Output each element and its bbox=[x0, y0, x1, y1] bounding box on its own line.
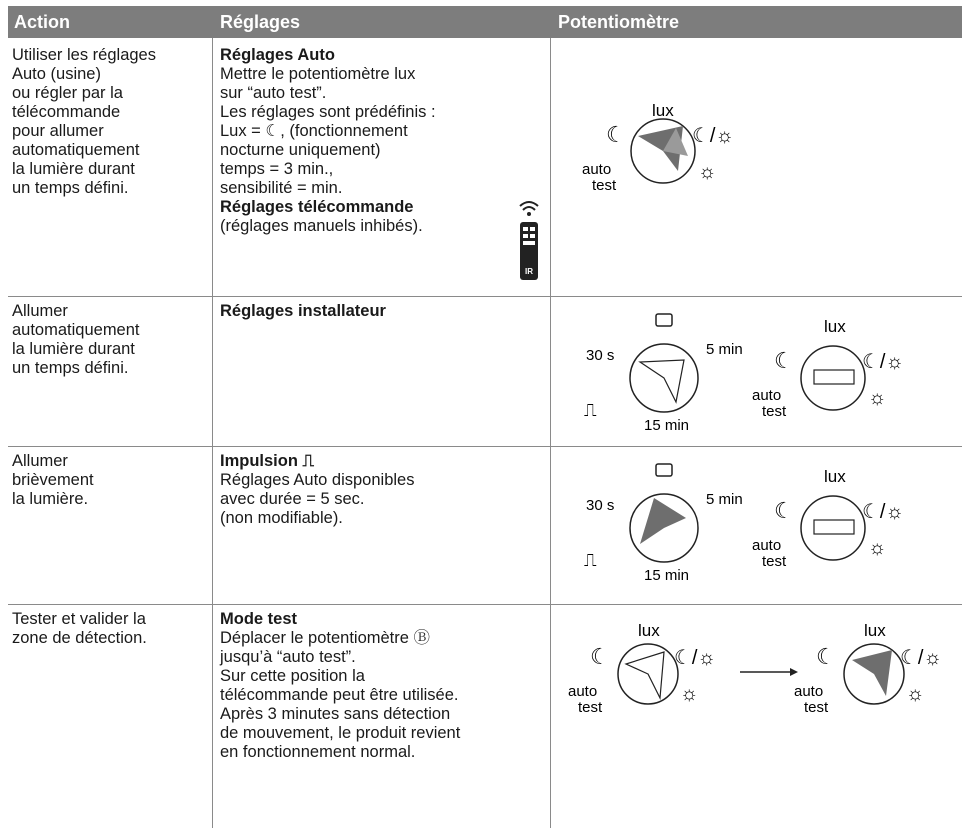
svg-text:IR: IR bbox=[525, 267, 533, 276]
svg-text:30 s: 30 s bbox=[586, 497, 615, 514]
header-reglages: Réglages bbox=[220, 12, 301, 32]
header-potentiometre: Potentiomètre bbox=[558, 12, 680, 32]
svg-text:auto: auto bbox=[794, 683, 824, 700]
row1-action: Utiliser les réglages Auto (usine) ou régler par la télécommande pour allumer automatiquement la lumière durant un temps défini. bbox=[12, 46, 156, 197]
svg-text:☾: ☾ bbox=[774, 348, 794, 373]
svg-text:test: test bbox=[578, 699, 603, 716]
svg-text:☾/☼: ☾/☼ bbox=[692, 125, 734, 147]
svg-text:5 min: 5 min bbox=[706, 341, 743, 358]
svg-text:☾/☼: ☾/☼ bbox=[862, 501, 904, 523]
svg-text:lux: lux bbox=[824, 467, 846, 486]
impulse-dials bbox=[558, 462, 958, 592]
svg-text:☾: ☾ bbox=[774, 498, 794, 523]
row3-action: Allumer brièvement la lumière. bbox=[12, 452, 94, 508]
svg-text:30 s: 30 s bbox=[586, 347, 615, 364]
svg-text:☾: ☾ bbox=[590, 644, 610, 669]
svg-text:☾/☼: ☾/☼ bbox=[900, 647, 942, 669]
lux-dial bbox=[568, 96, 758, 196]
divider bbox=[8, 296, 962, 297]
row2-reglages: Réglages installateur bbox=[220, 302, 386, 320]
svg-text:☾: ☾ bbox=[816, 644, 836, 669]
header-action: Action bbox=[14, 12, 70, 32]
svg-text:auto: auto bbox=[752, 537, 782, 554]
svg-text:auto: auto bbox=[752, 387, 782, 404]
divider bbox=[8, 446, 962, 447]
svg-text:test: test bbox=[804, 699, 829, 716]
time-and-lux-dials bbox=[558, 312, 958, 442]
svg-text:test: test bbox=[762, 403, 787, 420]
svg-text:test: test bbox=[592, 177, 617, 194]
svg-text:☼: ☼ bbox=[698, 161, 717, 183]
row2-action: Allumer automatiquement la lumière durant un temps défini. bbox=[12, 302, 140, 377]
svg-text:lux: lux bbox=[824, 317, 846, 336]
svg-text:auto: auto bbox=[582, 161, 612, 178]
svg-text:15 min: 15 min bbox=[644, 567, 690, 584]
svg-text:⎍: ⎍ bbox=[584, 550, 597, 570]
test-mode-dials bbox=[564, 616, 962, 726]
svg-text:lux: lux bbox=[864, 621, 886, 640]
divider bbox=[8, 604, 962, 605]
svg-text:☼: ☼ bbox=[868, 387, 887, 409]
svg-text:⎍: ⎍ bbox=[584, 400, 597, 420]
svg-text:lux: lux bbox=[638, 621, 660, 640]
ir-remote-icon bbox=[516, 196, 542, 286]
svg-text:☾/☼: ☾/☼ bbox=[674, 647, 716, 669]
svg-text:☼: ☼ bbox=[906, 683, 925, 705]
row1-reglages: Réglages Auto Mettre le potentiomètre lux sur “auto test”. Les réglages sont prédéfinis : Lux = ☾, (fonctionnement nocturne uniquement) temps = 3 min., sensibilité = min. Réglages télécommande (réglages manuels inhibés). bbox=[220, 46, 436, 235]
row4-reglages: Mode test Déplacer le potentiomètre Ⓑ jusqu’à “auto test”. Sur cette position la télécommande peut être utilisée. Après 3 minutes sans détection de mouvement, le produit revient en fonctionnement normal. bbox=[220, 610, 461, 761]
svg-text:test: test bbox=[762, 553, 787, 570]
svg-text:☼: ☼ bbox=[868, 537, 887, 559]
svg-text:☼: ☼ bbox=[680, 683, 699, 705]
svg-text:auto: auto bbox=[568, 683, 598, 700]
divider bbox=[212, 38, 213, 828]
svg-text:lux: lux bbox=[652, 101, 674, 120]
svg-text:☾/☼: ☾/☼ bbox=[862, 351, 904, 373]
svg-text:☾: ☾ bbox=[606, 122, 626, 147]
row3-reglages: Impulsion ⎍ Réglages Auto disponibles avec durée = 5 sec. (non modifiable). bbox=[220, 452, 415, 527]
divider bbox=[550, 38, 551, 828]
row4-action: Tester et valider la zone de détection. bbox=[12, 610, 147, 647]
svg-text:5 min: 5 min bbox=[706, 491, 743, 508]
table-header bbox=[8, 6, 962, 38]
svg-text:15 min: 15 min bbox=[644, 417, 690, 434]
